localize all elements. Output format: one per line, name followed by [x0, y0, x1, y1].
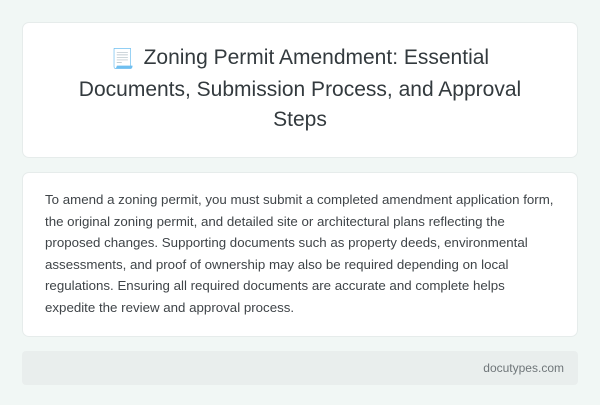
footer-bar	[22, 351, 578, 385]
document-page-icon: 📃	[110, 49, 135, 70]
title-card	[22, 22, 578, 158]
body-card	[22, 172, 578, 337]
footer-site-label: docutypes.com	[483, 361, 564, 375]
page-title-text: Zoning Permit Amendment: Essential Documents, Submission Process, and Approval Steps	[78, 46, 522, 131]
body-paragraph: To amend a zoning permit, you must submit a completed amendment application form, the original zoning permit, and detailed site or architectural plans reflecting the proposed changes. Supporting documents such as property deeds, environmental assessments, and proof of ownership may also be required depending on local regulations. Ensuring all required documents are accurate and complete helps expedite the review and approval process.	[45, 192, 554, 315]
page-title	[53, 43, 547, 135]
